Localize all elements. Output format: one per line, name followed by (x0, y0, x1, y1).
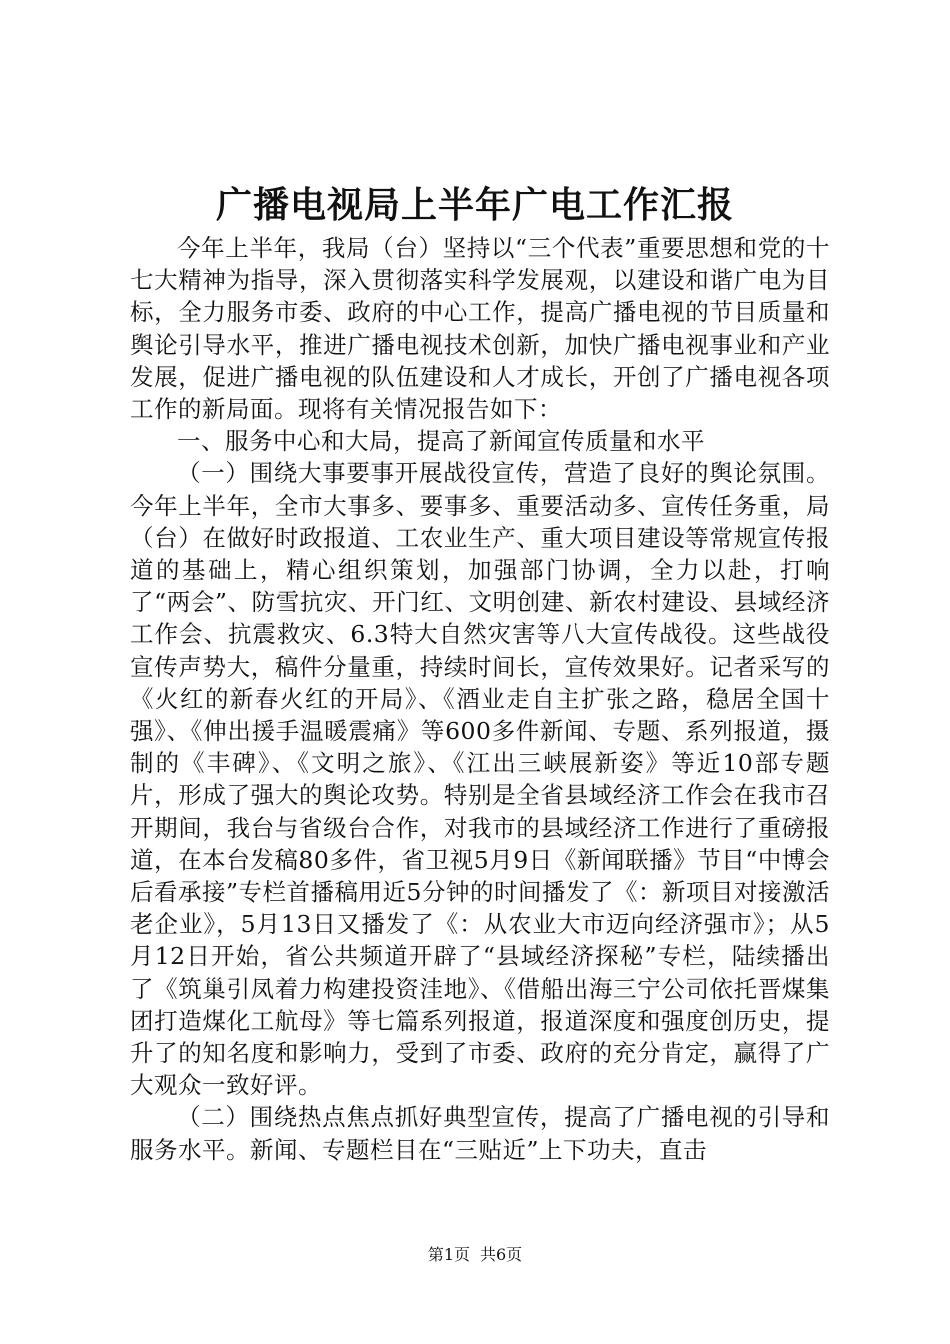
page-number: 第1页 (427, 1245, 470, 1264)
page-footer (0, 1244, 950, 1266)
subsection-paragraph-2: （二）围绕热点焦点抓好典型宣传，提高了广播电视的引导和服务水平。新闻、专题栏目在“三贴近”上下功夫，直击 (130, 1103, 830, 1164)
intro-paragraph: 今年上半年，我局（台）坚持以“三个代表”重要思想和党的十七大精神为指导，深入贯彻落实科学发展观，以建设和谐广电为目标，全力服务市委、政府的中心工作，提高广播电视的节目质量和舆论引导水平，推进广播电视技术创新，加快广播电视事业和产业发展，促进广播电视的队伍建设和人才成长，开创了广播电视各项工作的新局面。现将有关情况报告如下： (130, 234, 830, 424)
subsection-paragraph-1: （一）围绕大事要事开展战役宣传，营造了良好的舆论氛围。今年上半年，全市大事多、要事多、重要活动多、宣传任务重，局（台）在做好时政报道、工农业生产、重大项目建设等常规宣传报道的基础上，精心组织策划，加强部门协调，全力以赴，打响了“两会”、防雪抗灾、开门红、文明创建、新农村建设、县域经济工作会、抗震救灾、6.3特大自然灾害等八大宣传战役。这些战役宣传声势大，稿件分量重，持续时间长，宣传效果好。记者采写的《火红的新春火红的开局》、《酒业走自主扩张之路，稳居全国十强》、《伸出援手温暖震痛》等600多件新闻、专题、系列报道，摄制的《丰碑》、《文明之旅》、《江出三峡展新姿》等近10部专题片，形成了强大的舆论攻势。特别是全省县域经济工作会在我市召开期间，我台与省级台合作，对我市的县域经济工作进行了重磅报道，在本台发稿80多件，省卫视5月9日《新闻联播》节目“中博会后看承接”专栏首播稿用近5分钟的时间播发了《：新项目对接激活老企业》，5月13日又播发了《：从农业大市迈向经济强市》；从5月12日开始，省公共频道开辟了“县域经济探秘”专栏，陆续播出了《筑巢引凤着力构建投资洼地》、《借船出海三宁公司依托晋煤集团打造煤化工航母》等七篇系列报道，报道深度和强度创历史，提升了的知名度和影响力，受到了市委、政府的充分肯定，赢得了广大观众一致好评。 (130, 459, 830, 1100)
document-body (130, 232, 830, 1166)
document-title: 广播电视局上半年广电工作汇报 (215, 184, 734, 226)
page-total: 共6页 (480, 1245, 523, 1264)
section-heading-1: 一、服务中心和大局，提高了新闻宣传质量和水平 (177, 427, 705, 456)
